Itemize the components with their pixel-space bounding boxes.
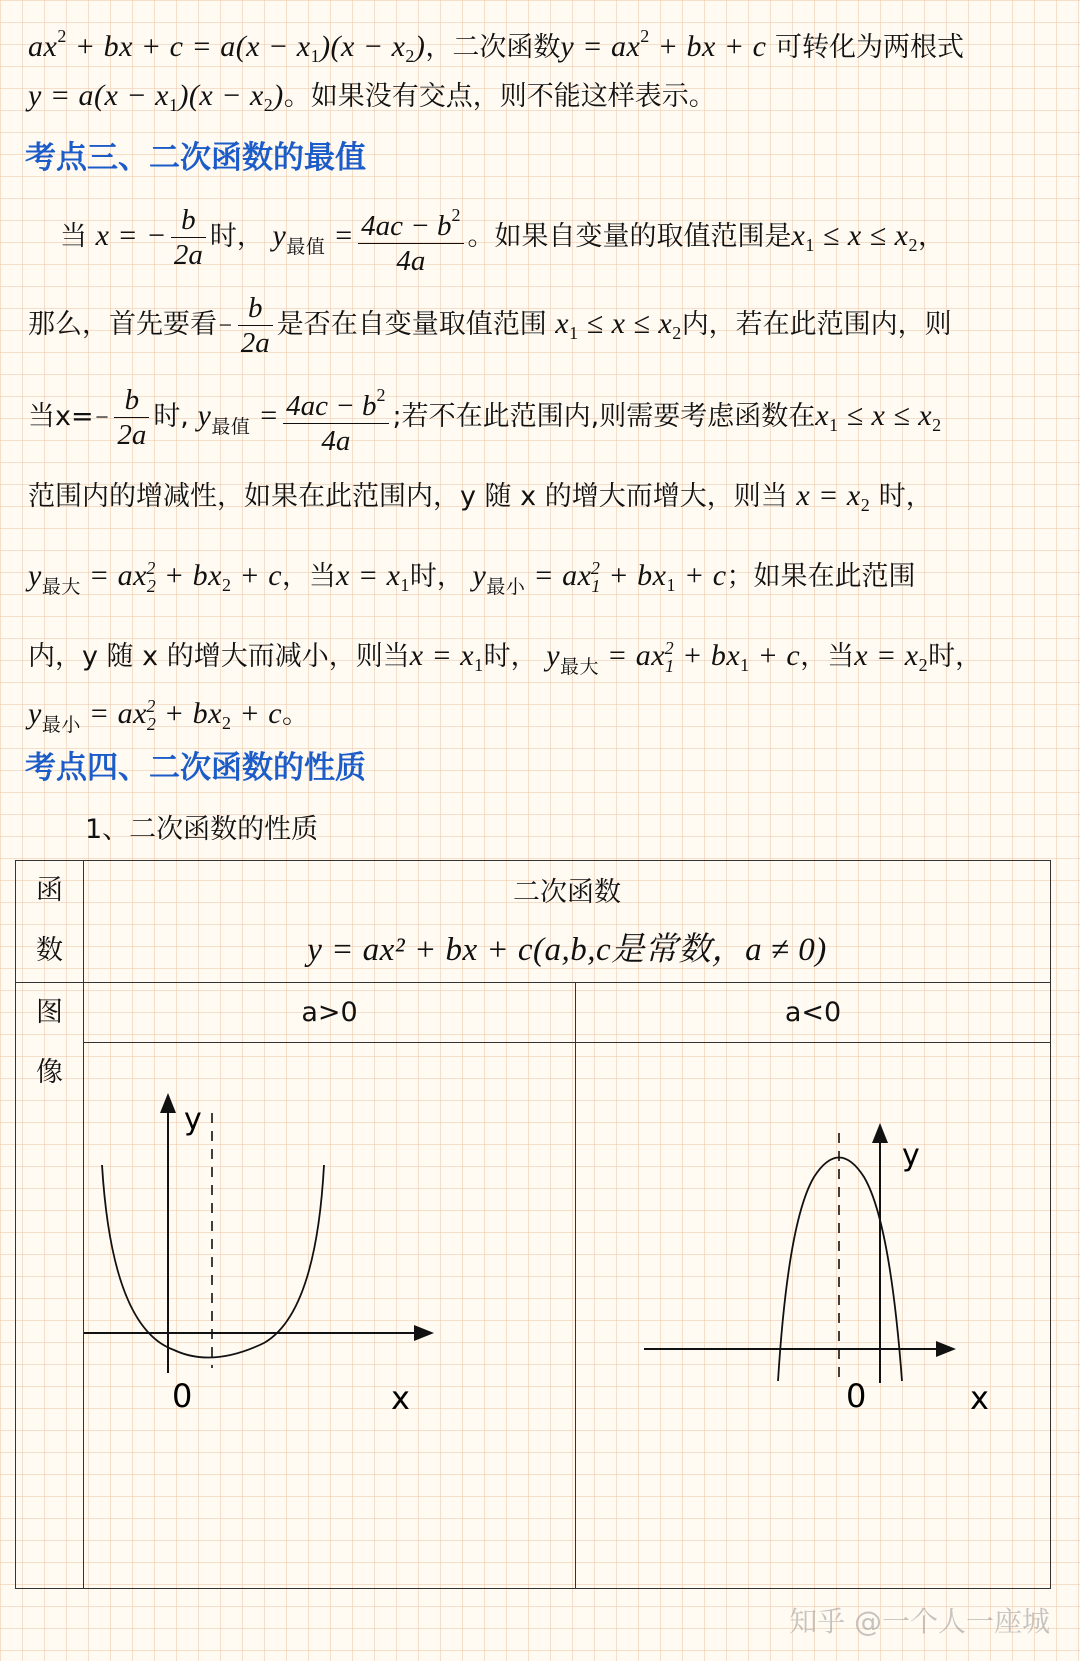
math-standard-form: $y = ax^2$ + bx + c [560, 26, 767, 63]
parabola-up-graph [84, 1043, 574, 1583]
text-fragment: 是否在自变量取值范围 [276, 309, 547, 340]
math-x-eq-x2: $x = x_2$ [854, 639, 929, 675]
text-fragment: 。如果自变量的取值范围是 [467, 221, 792, 252]
watermark: 知乎 @一个人一座城 [789, 1605, 1050, 1638]
fraction-vertex-value: $\frac{4ac - b^2}{4a}$ [358, 198, 463, 278]
table-row-graph-header [16, 983, 1051, 1043]
col-header-a-negative: a<0 [576, 983, 1051, 1043]
cell-function-definition [84, 861, 1051, 983]
row-label-graph [16, 983, 84, 1589]
text-fragment: 。如果没有交点，则不能这样表示。 [283, 81, 716, 112]
math-y-extreme: $y_{最值}$ = [272, 219, 355, 258]
math-factored-identity: $ax^2$ + bx + $c = a(x - x_1)(x - x_2)$ [28, 26, 426, 66]
line-decreasing-min [28, 686, 1052, 745]
row-label-char: 函 [36, 875, 63, 906]
math-x-eq-x2: $x = x_2$ [796, 479, 871, 515]
text-fragment: 时， [928, 641, 983, 672]
math-minus: − [93, 405, 111, 431]
text-fragment: 时, [153, 401, 189, 432]
line-decreasing [28, 628, 1052, 687]
math-range: $x_1 \le x \le x_2$ [555, 307, 682, 343]
fraction-b-over-2a: $\frac{b}{2a}$ [238, 291, 273, 360]
row-label-char: 图 [36, 997, 63, 1028]
text-fragment: 可转化为两根式 [775, 32, 965, 63]
origin-label: 0 [846, 1377, 867, 1415]
text-fragment: 时， [878, 481, 933, 512]
subheading-properties: 1、二次函数的性质 [85, 814, 319, 845]
parabola-curve [102, 1165, 324, 1358]
cell-graph-positive [84, 1043, 576, 1589]
origin-label: 0 [172, 1377, 193, 1415]
fraction-b-over-2a: $\frac{b}{2a}$ [114, 383, 149, 452]
y-axis-label: y [184, 1102, 202, 1137]
table-row-function [16, 861, 1051, 983]
text-fragment: ，当 [282, 561, 337, 592]
cell-formula: y = ax² + bx + c(a,b,c是常数，a ≠ 0) [307, 932, 827, 968]
math-ymin-x1: $y_{最小} = ax_1^2 + bx_1 + c$ [472, 558, 727, 598]
text-fragment: 内，若在此范围内，则 [681, 309, 952, 340]
text-fragment: ;若不在此范围内,则需要考虑函数在 [392, 401, 816, 432]
text-fragment: 内，y 随 x 的增大而减小，则当 [28, 641, 410, 672]
line-in-range [28, 376, 1052, 456]
math-minus: − [217, 313, 234, 339]
math-range: $x_1 \le x \le x_2$ [815, 399, 942, 435]
math-x-eq-x1: $x = x_1$ [336, 559, 410, 595]
row-label-char: 像 [36, 1057, 63, 1088]
text-fragment: 那么，首先要看 [28, 309, 217, 340]
heading-kaodian-4: 考点四、二次函数的性质 [25, 750, 366, 786]
math-ymin-x2: $y_{最小} = ax_2^2 + bx_2 + c$ [28, 696, 283, 736]
line-check-range [28, 284, 1052, 364]
col-header-a-positive: a>0 [84, 983, 576, 1043]
cell-graph-negative [576, 1043, 1051, 1589]
parabola-curve [778, 1158, 902, 1382]
fraction-vertex-value: $\frac{4ac - b^2}{4a}$ [283, 378, 388, 458]
x-axis-label: x [391, 1379, 410, 1417]
math-ymax-x1: $y_{最大} = ax_1^2 + bx_1 + c$ [546, 638, 801, 678]
text-fragment: 当 [60, 221, 87, 252]
line-increasing [28, 476, 1052, 525]
text-fragment: ；如果在此范围 [726, 561, 916, 592]
text-fragment: 当x= [28, 401, 94, 432]
row-label-function [16, 861, 84, 983]
text-fragment: ，当 [800, 641, 855, 672]
text-fragment: 时， [209, 221, 264, 252]
fraction-b-over-2a: $\frac{b}{2a}$ [171, 203, 206, 272]
table-row-graphs [16, 1043, 1051, 1589]
line-increasing-values [28, 548, 1052, 607]
math-ymax-x2: $y_{最大} = ax_2^2 + bx_2 + c$ [28, 558, 283, 598]
text-fragment: 时， [483, 641, 538, 672]
parabola-down-graph [576, 1043, 1050, 1583]
text-fragment: 时， [409, 561, 464, 592]
line-extreme-value: 当 x = − $\frac{b}{2a}$ 时， $y_{最值}$ = $\frac{4ac - b^2}{4a}$ 。如果自变量的取值范围是$x_1 \le x \le x_2$， [60, 196, 1052, 276]
math-root-form: $y = a(x - x_1)(x - x_2)$ [28, 79, 284, 115]
line-two-root-form [28, 16, 1052, 76]
heading-kaodian-3: 考点三、二次函数的最值 [25, 140, 366, 176]
math-x-eq: x = − [95, 219, 167, 252]
text-fragment: ，二次函数 [425, 32, 561, 63]
row-label-char: 数 [36, 935, 63, 966]
math-x-eq-x1: $x = x_1$ [409, 639, 484, 675]
text-fragment: 。 [282, 699, 310, 730]
y-axis-label: y [902, 1138, 920, 1173]
properties-table [15, 860, 1051, 1589]
math-y-extreme: $y_{最值}$ = [197, 399, 280, 438]
line-two-root-form-2 [28, 76, 1052, 125]
x-axis-label: x [970, 1379, 989, 1417]
cell-title: 二次函数 [513, 877, 621, 908]
math-range: $x_1 \le x \le x_2$ [791, 219, 918, 255]
text-fragment: 范围内的增减性，如果在此范围内，y 随 x 的增大而增大，则当 [28, 481, 788, 512]
